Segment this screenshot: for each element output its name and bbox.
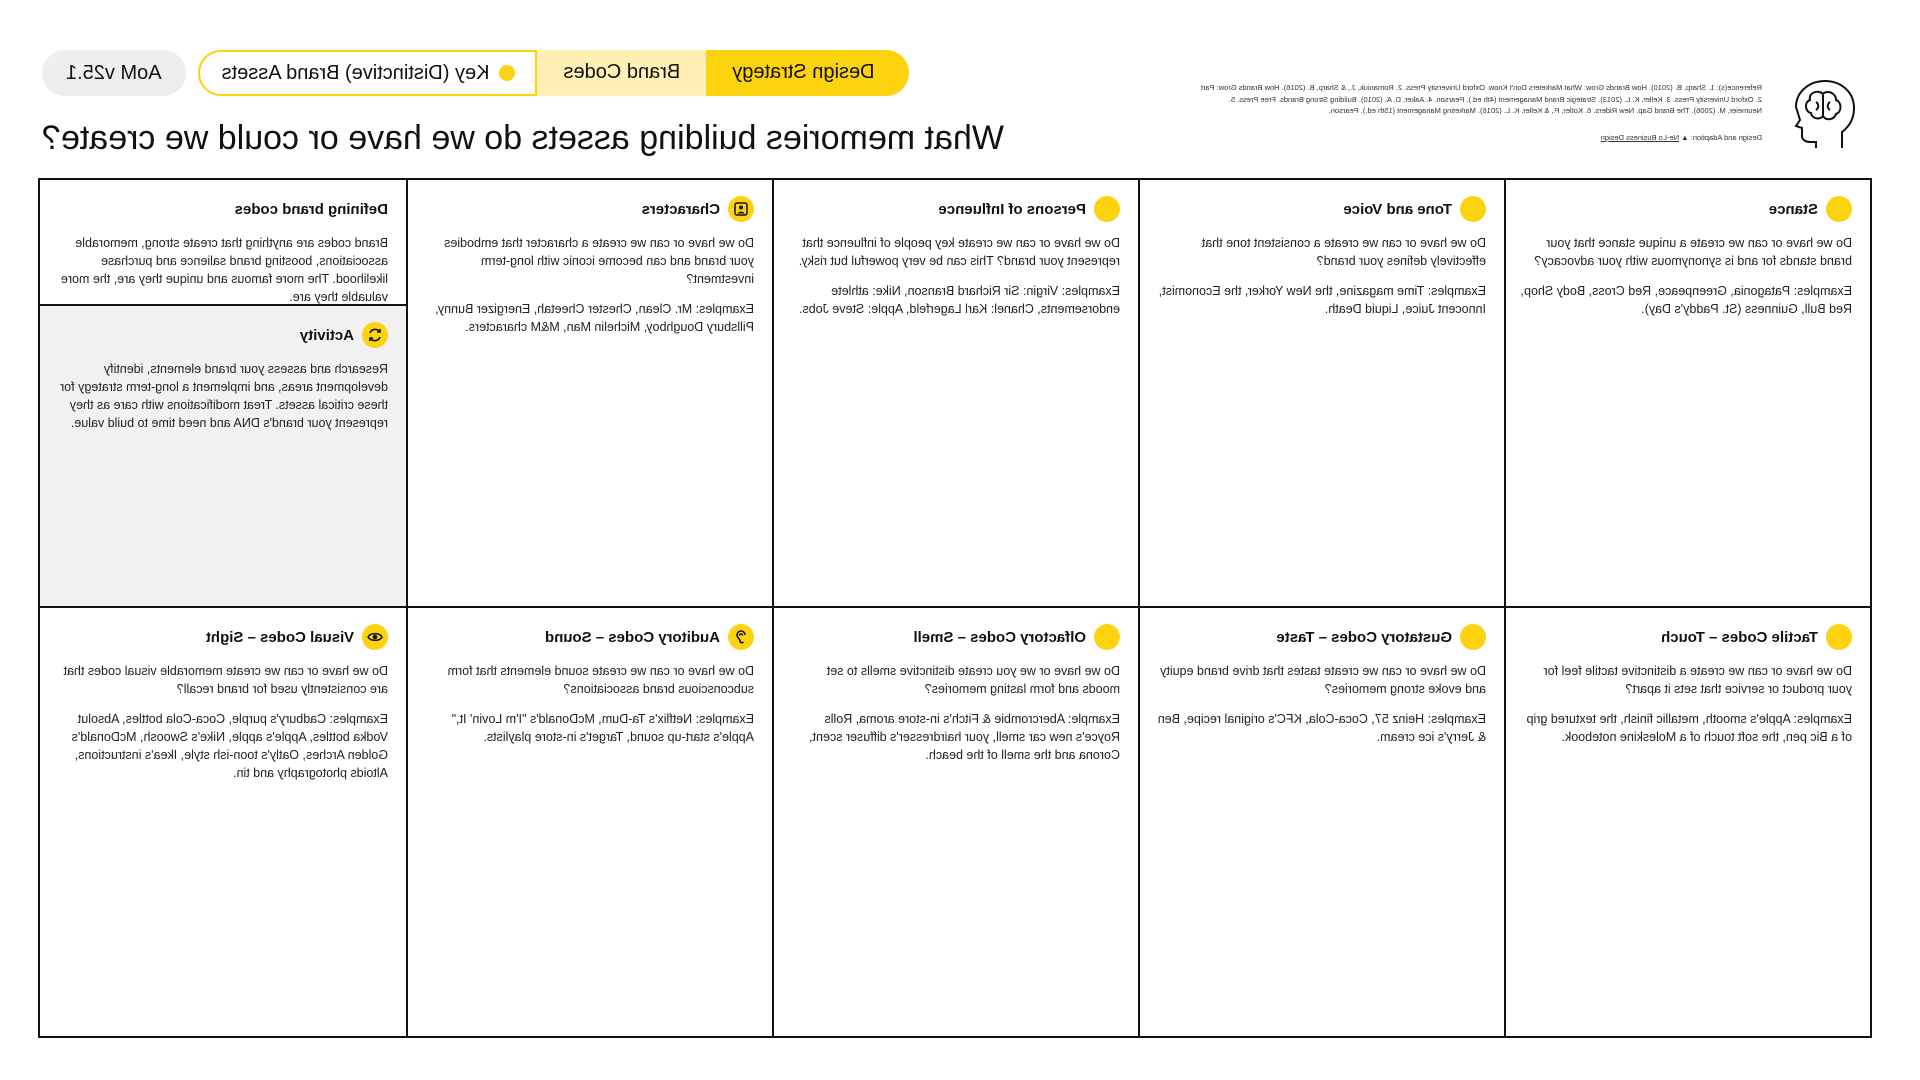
breadcrumb-key-label: Key (Distinctive) Brand Assets [221, 62, 490, 84]
card-examples: Examples: Cadbury's purple, Coca-Cola bottles, Absolut Vodka bottles, Apple's apple, Nike's Swoosh, McDonald's Golden Arches, Oatly's toon-ish style, Ikea's instructions, Altoids photography and tin. [71, 712, 388, 780]
card-characters[interactable] [406, 180, 772, 608]
card-title: Olfactory Codes – Smell [913, 628, 1086, 646]
canvas-grid [38, 178, 1872, 1038]
breadcrumb-design-strategy[interactable]: Design Strategy [706, 50, 908, 96]
credit-link[interactable]: Ne-Lo Business Design [1600, 133, 1680, 142]
defining-text: Brand codes are anything that create strong, memorable associations, boosting brand salience and purchase likelihood. The more famous and unique they are, the more valuable they are. [60, 236, 388, 304]
version-badge: AoM v25.1 [42, 50, 186, 96]
breadcrumb-brand-codes[interactable]: Brand Codes [537, 50, 706, 96]
blank-dot-icon [1460, 196, 1486, 222]
card-title: Auditory Codes – Sound [544, 628, 720, 646]
refresh-icon [362, 322, 388, 348]
blank-dot-icon [1460, 624, 1486, 650]
card-visual-codes[interactable] [40, 608, 406, 1036]
card-persons-of-influence[interactable] [772, 180, 1138, 608]
card-title: Tactile Codes – Touch [1661, 628, 1818, 646]
card-tone-and-voice[interactable] [1138, 180, 1504, 608]
card-question: Do we have or can we create a character that embodies your brand and can become iconic with long-term investment? [444, 236, 754, 286]
card-title: Characters [641, 200, 720, 218]
card-title: Persons of Influence [938, 200, 1086, 218]
card-stance[interactable] [1504, 180, 1870, 608]
defining-column [40, 180, 406, 608]
blank-dot-icon [1826, 196, 1852, 222]
person-icon [728, 196, 754, 222]
card-examples: Examples: Netflix's Ta-Dum, McDonald's "I'm Lovin' It," Apple's start-up sound, Target's in-store playlists. [451, 712, 754, 744]
card-question: Do we have or can we create sound elements that form subconscious brand associations? [447, 664, 754, 696]
card-tactile-codes[interactable] [1504, 608, 1870, 1036]
blank-dot-icon [1826, 624, 1852, 650]
card-examples: Examples: Mr. Clean, Chester Cheetah, Energizer Bunny, Pillsbury Doughboy, Michelin Man, M&M characters. [435, 302, 754, 334]
blank-dot-icon [1094, 196, 1120, 222]
blank-dot-icon [1094, 624, 1120, 650]
defining-title: Defining brand codes [234, 200, 388, 218]
card-examples: Examples: Heinz 57, Coca-Cola, KFC's original recipe, Ben & Jerry's ice cream. [1157, 712, 1486, 744]
card-auditory-codes[interactable] [406, 608, 772, 1036]
card-examples: Example: Abercrombie & Fitch's in-store aroma, Rolls Royce's new car smell, your hairdresser's diffuser scent, Corona and the smell of the beach. [809, 712, 1120, 762]
defining-brand-codes [40, 180, 406, 306]
activity-panel [40, 306, 406, 606]
card-examples: Examples: Virgin: Sir Richard Branson, Nike: athlete endorsements, Chanel: Karl Lagerfeld, Apple: Steve Jobs. [798, 284, 1120, 316]
page-title: What memories building assets do we have or could we create? [42, 119, 1004, 157]
head-brain-icon [1790, 78, 1858, 150]
credit-label: Design and Adaption: [1690, 133, 1762, 142]
card-title: Gustatory Codes – Taste [1276, 628, 1452, 646]
ear-icon [728, 624, 754, 650]
design-credit [1601, 133, 1762, 142]
breadcrumb-key-brand-assets[interactable] [198, 50, 538, 96]
card-examples: Examples: Time magazine, the New Yorker, the Economist, Innocent Juice, Liquid Death. [1158, 284, 1486, 316]
card-title: Stance [1768, 200, 1818, 218]
activity-text: Research and assess your brand elements, identify development areas, and implement a long-term strategy for these critical assets. Treat modifications with care as they represent your brand's DNA and need time to build value. [60, 362, 388, 430]
card-title: Tone and Voice [1343, 200, 1452, 218]
references-text: Reference(s): 1. Sharp, B. (2010). How Brands Grow: What Marketers Don't Know. Oxford University Press. 2. Romaniuk, J., & Sharp, B. (2016). How Brands Grow: Part 2. Oxford University Press. 3. Keller, K. L. (2013). Strategic Brand Management (4th ed.). Pearson. 4. Aaker, D. A. (2010). Building Strong Brands. Free Press. 5. Neumeier, M. (2006). The Brand Gap. New Riders. 6. Kotler, P., & Keller, K. L. (2016). Marketing Management (15th ed.). Pearson. [1200, 83, 1762, 115]
card-olfactory-codes[interactable] [772, 608, 1138, 1036]
current-dot-icon [499, 65, 515, 81]
card-question: Do we have or can we create a unique stance that your brand stands for and is synonymous with your advocacy? [1534, 236, 1852, 268]
card-question: Do we have or can we create a distinctive tactile feel for your product or service that sets it apart? [1543, 664, 1852, 696]
eye-icon [362, 624, 388, 650]
card-question: Do we have or can we create memorable visual codes that are consistently used for brand recall? [63, 664, 388, 696]
card-title: Visual Codes – Sight [205, 628, 354, 646]
breadcrumb [42, 50, 909, 96]
activity-title: Activity [299, 326, 354, 344]
card-gustatory-codes[interactable] [1138, 608, 1504, 1036]
card-examples: Examples: Patagonia, Greenpeace, Red Cross, Body Shop, Red Bull, Guinness (St. Paddy's Day). [1520, 284, 1852, 316]
rocket-icon: ▲ [1681, 133, 1689, 142]
card-examples: Examples: Apple's smooth, metallic finish, the textured grip of a Bic pen, the soft touch of a Moleskine notebook. [1526, 712, 1852, 744]
card-question: Do we have or can we create a consistent tone that effectively defines your brand? [1201, 236, 1486, 268]
card-question: Do we have or can we create tastes that drive brand equity and evoke strong memories? [1160, 664, 1486, 696]
breadcrumb-trail [198, 50, 909, 96]
card-question: Do we have or we you create distinctive smells to set moods and form lasting memories? [826, 664, 1120, 696]
card-question: Do we have or can we create key people of influence that represent your brand? This can be very powerful but risky. [798, 236, 1120, 268]
